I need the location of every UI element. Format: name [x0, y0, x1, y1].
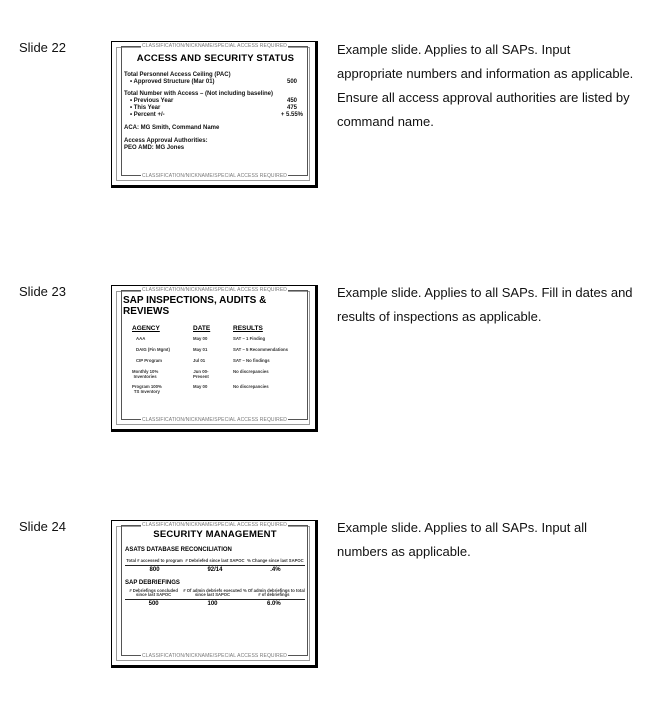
this-year-row [124, 105, 307, 112]
classification-marking-bottom: CLASSIFICATION/NICKNAME/SPECIAL ACCESS REQUIRED [141, 173, 287, 179]
classification-marking-top: CLASSIFICATION/NICKNAME/SPECIAL ACCESS REQUIRED [141, 287, 287, 293]
slide-description: Example slide. Applies to all SAPs. Input appropriate numbers and information as applicable. Ensure all access approval authorities are listed by command name. [337, 42, 634, 129]
total-access-heading: Total Number with Access – (Not including baseline) [124, 91, 274, 97]
table-cell-date: Jul 01 [193, 358, 206, 363]
classification-marking-bottom: CLASSIFICATION/NICKNAME/SPECIAL ACCESS REQUIRED [141, 417, 287, 423]
table-cell: .4% [270, 566, 281, 573]
column-header-date: DATE [193, 325, 211, 332]
classification-marking-top: CLASSIFICATION/NICKNAME/SPECIAL ACCESS REQUIRED [141, 522, 287, 528]
slide-title: SAP INSPECTIONS, AUDITS & REVIEWS [123, 295, 267, 317]
percent-row [124, 112, 307, 119]
slide-label: Slide 23 [19, 284, 66, 299]
debriefings-table [125, 589, 305, 608]
table-cell: 6.0% [267, 600, 281, 607]
column-header-agency: AGENCY [132, 325, 160, 332]
approval-entry: PEO AMD: MG Jones [124, 145, 185, 151]
table-cell-date: Jun 00- Present [193, 369, 209, 379]
previous-year-row [124, 98, 307, 105]
row-value: + 5.55% [280, 112, 303, 118]
approval-heading: Access Approval Authorities: [124, 138, 208, 144]
row-value: 500 [286, 79, 297, 85]
slide-thumbnail [111, 41, 318, 188]
asats-table [125, 559, 305, 574]
column-header: # Debriefed since last SAPOC [184, 559, 246, 565]
slide-title: SECURITY MANAGEMENT [153, 529, 277, 540]
approved-structure-row [124, 79, 307, 86]
table-cell: 800 [149, 566, 160, 573]
row-value: 475 [286, 105, 297, 111]
table-cell-result: No discrepancies [233, 384, 269, 389]
table-cell: 500 [148, 600, 159, 607]
slide-thumbnail [111, 285, 318, 432]
table-cell-date: May 01 [193, 347, 208, 352]
table-cell-result: SAT – 1 Finding [233, 336, 266, 341]
table-cell-date: May 00 [193, 384, 208, 389]
row-value: 450 [286, 98, 297, 104]
slide-label: Slide 24 [19, 519, 66, 534]
column-header: % Change since last SAPOC [246, 559, 305, 565]
aca-line: ACA: MG Smith, Command Name [124, 125, 220, 131]
row-label: • Percent +/- [130, 112, 165, 118]
table-cell-agency: Program 100% TS Inventory [132, 384, 162, 394]
slide-description: Example slide. Applies to all SAPs. Fill in dates and results of inspections as applicable. [337, 285, 633, 324]
table-cell-result: No discrepancies [233, 369, 269, 374]
row-label: • Previous Year [130, 98, 174, 104]
column-header: % Of admin debriefings to total # of debriefings [243, 589, 305, 600]
table-cell-agency: Monthly 10% Inventories [132, 369, 159, 379]
classification-marking-bottom: CLASSIFICATION/NICKNAME/SPECIAL ACCESS REQUIRED [141, 653, 287, 659]
column-header: # Of admin debriefs executed since last SAPOC [182, 589, 243, 600]
slide-title: ACCESS AND SECURITY STATUS [136, 53, 295, 64]
classification-marking-top: CLASSIFICATION/NICKNAME/SPECIAL ACCESS REQUIRED [141, 43, 287, 49]
row-label: • Approved Structure (Mar 01) [130, 79, 215, 85]
pac-heading: Total Personnel Access Ceiling (PAC) [124, 72, 231, 78]
column-header: Total # accessed to program [125, 559, 184, 565]
table-cell-result: SAT – No findings [233, 358, 270, 363]
table-cell-agency: DAIG (Fin Mgmt) [136, 347, 170, 352]
column-header-results: RESULTS [233, 325, 263, 332]
slide-description: Example slide. Applies to all SAPs. Input all numbers as applicable. [337, 520, 588, 559]
slide-thumbnail [111, 520, 318, 668]
slide-label: Slide 22 [19, 40, 66, 55]
row-label: • This Year [130, 105, 161, 111]
table-cell-date: May 00 [193, 336, 208, 341]
table-cell-result: SAT – 5 Recommendations [233, 347, 289, 352]
section-title-asats: ASATS DATABASE RECONCILIATION [125, 547, 232, 553]
table-cell-agency: AAA [136, 336, 146, 341]
table-cell-agency: CIP Program [136, 358, 162, 363]
table-cell: 100 [207, 600, 218, 607]
table-cell: 92/14 [207, 566, 223, 573]
section-title-debriefings: SAP DEBRIEFINGS [125, 579, 180, 586]
column-header: # Debriefings concluded since last SAPOC [125, 589, 182, 600]
